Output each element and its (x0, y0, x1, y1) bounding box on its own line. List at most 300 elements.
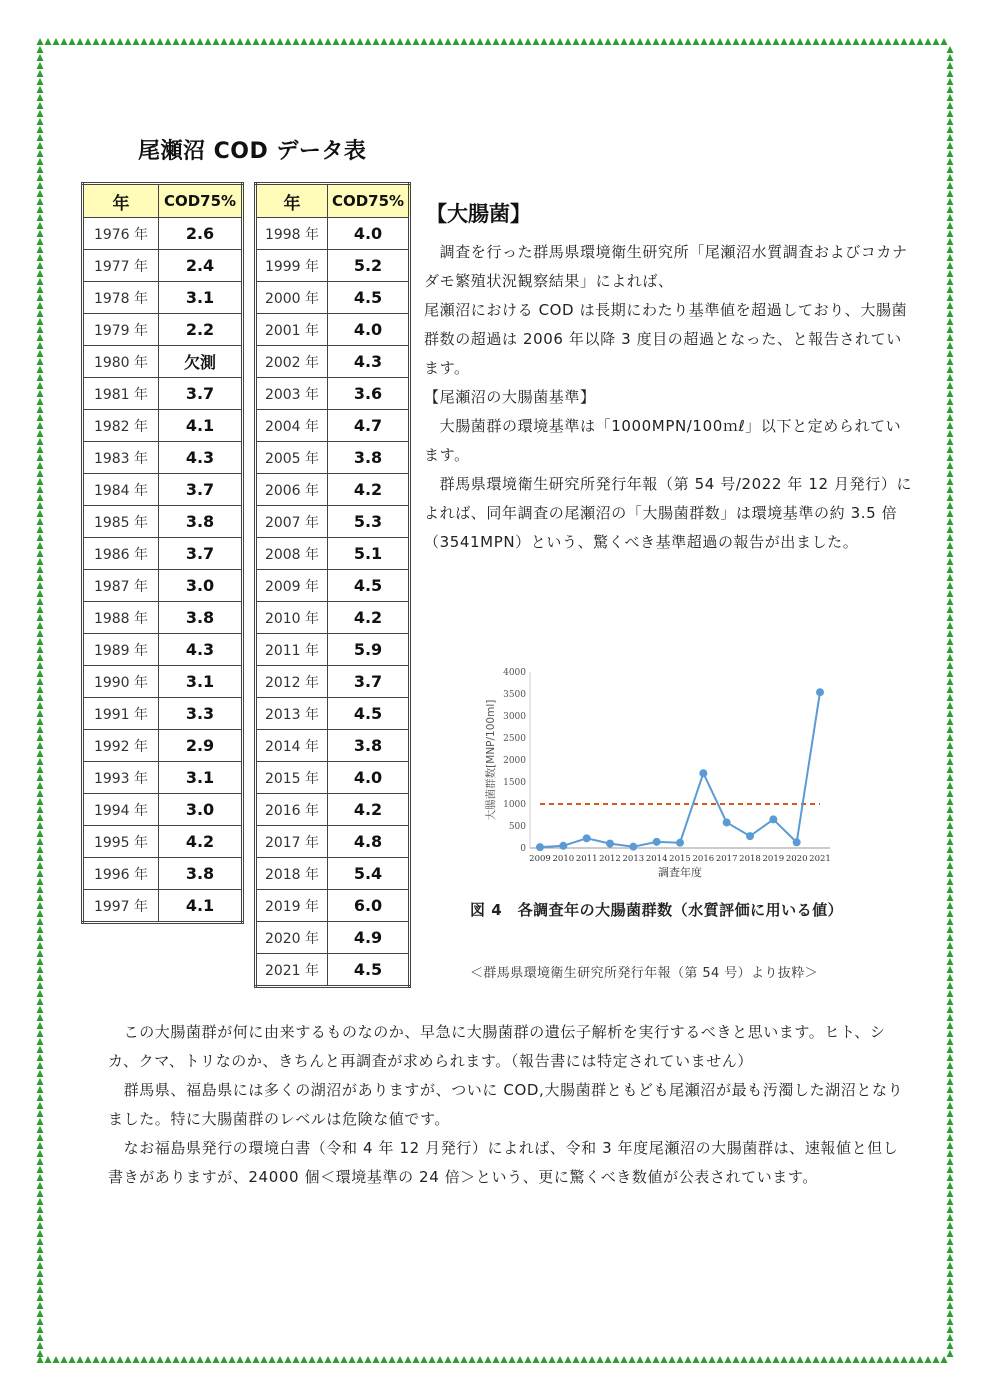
border-tree-icon (429, 38, 436, 45)
border-tree-icon (541, 1356, 548, 1363)
table-row (256, 346, 410, 378)
border-tree-icon (37, 750, 44, 757)
border-tree-icon (947, 1078, 954, 1085)
border-tree-icon (189, 1356, 196, 1363)
cod-value-cell: 3.6 (328, 378, 410, 410)
border-tree-icon (947, 1230, 954, 1237)
border-tree-icon (325, 1356, 332, 1363)
border-tree-icon (947, 1222, 954, 1229)
border-tree-icon (101, 1356, 108, 1363)
border-tree-icon (757, 38, 764, 45)
border-tree-icon (37, 894, 44, 901)
border-tree-icon (947, 998, 954, 1005)
border-tree-icon (37, 734, 44, 741)
border-tree-icon (37, 1038, 44, 1045)
border-tree-icon (213, 38, 220, 45)
border-tree-icon (947, 230, 954, 237)
border-tree-icon (37, 1014, 44, 1021)
border-tree-icon (285, 1356, 292, 1363)
cod-value-cell: 3.1 (159, 666, 243, 698)
border-tree-icon (925, 38, 932, 45)
border-tree-icon (741, 38, 748, 45)
cod-value-cell: 3.8 (328, 730, 410, 762)
year-cell: 1999 年 (256, 250, 328, 282)
border-tree-icon (181, 1356, 188, 1363)
border-tree-icon (869, 38, 876, 45)
cod-value-cell: 4.2 (159, 826, 243, 858)
year-cell: 1980 年 (83, 346, 159, 378)
border-tree-icon (947, 1342, 954, 1349)
year-cell: 1982 年 (83, 410, 159, 442)
border-tree-icon (37, 622, 44, 629)
year-cell: 2019 年 (256, 890, 328, 922)
border-tree-icon (947, 766, 954, 773)
table-row (256, 282, 410, 314)
border-tree-icon (749, 38, 756, 45)
cod-value-cell: 4.5 (328, 570, 410, 602)
border-tree-icon (947, 478, 954, 485)
border-tree-icon (947, 806, 954, 813)
border-tree-icon (301, 1356, 308, 1363)
table-row (83, 282, 243, 314)
border-tree-icon (813, 38, 820, 45)
x-tick-label: 2012 (599, 854, 621, 864)
border-tree-icon (37, 982, 44, 989)
border-tree-icon (309, 1356, 316, 1363)
border-tree-icon (429, 1356, 436, 1363)
border-tree-icon (37, 614, 44, 621)
border-tree-icon (37, 1230, 44, 1237)
table-row (256, 762, 410, 794)
border-tree-icon (947, 206, 954, 213)
border-tree-icon (37, 1134, 44, 1141)
border-tree-icon (285, 38, 292, 45)
border-tree-icon (947, 774, 954, 781)
border-tree-icon (947, 342, 954, 349)
border-tree-icon (85, 38, 92, 45)
border-tree-icon (605, 1356, 612, 1363)
border-tree-icon (37, 598, 44, 605)
border-tree-icon (37, 1198, 44, 1205)
border-tree-icon (947, 598, 954, 605)
year-cell: 1985 年 (83, 506, 159, 538)
border-tree-icon (947, 1286, 954, 1293)
border-tree-icon (947, 942, 954, 949)
border-tree-icon (37, 1126, 44, 1133)
paragraph: 尾瀬沼における COD は長期にわたり基準値を超過しており、大腸菌群数の超過は 2006 年以降 3 度目の超過となった、と報告されています。 (424, 301, 908, 377)
border-tree-icon (947, 1278, 954, 1285)
table-row (256, 538, 410, 570)
border-tree-icon (947, 790, 954, 797)
border-tree-icon (37, 510, 44, 517)
border-tree-icon (37, 590, 44, 597)
year-cell: 1992 年 (83, 730, 159, 762)
border-tree-icon (947, 1310, 954, 1317)
border-tree-icon (125, 1356, 132, 1363)
subheading: 【尾瀬沼の大腸菌基準】 (424, 388, 596, 406)
border-tree-icon (309, 38, 316, 45)
border-tree-icon (37, 382, 44, 389)
border-tree-icon (701, 1356, 708, 1363)
border-tree-icon (947, 646, 954, 653)
y-tick-label: 2500 (503, 734, 526, 744)
border-tree-icon (645, 38, 652, 45)
border-tree-icon (413, 1356, 420, 1363)
year-cell: 2007 年 (256, 506, 328, 538)
border-tree-icon (37, 118, 44, 125)
table-row (83, 730, 243, 762)
border-tree-icon (861, 38, 868, 45)
border-tree-icon (37, 958, 44, 965)
border-tree-icon (245, 38, 252, 45)
border-tree-icon (37, 1238, 44, 1245)
border-tree-icon (733, 38, 740, 45)
border-tree-icon (947, 950, 954, 957)
border-tree-icon (37, 1166, 44, 1173)
border-tree-icon (37, 1182, 44, 1189)
border-tree-icon (947, 1062, 954, 1069)
border-tree-icon (557, 38, 564, 45)
border-tree-icon (37, 854, 44, 861)
y-tick-label: 0 (520, 844, 526, 854)
border-tree-icon (37, 1102, 44, 1109)
border-tree-icon (485, 1356, 492, 1363)
cod-value-cell: 2.6 (159, 218, 243, 250)
table-row (83, 794, 243, 826)
border-tree-icon (37, 1150, 44, 1157)
cod-value-cell: 3.7 (328, 666, 410, 698)
border-tree-icon (821, 1356, 828, 1363)
cod-value-cell: 5.9 (328, 634, 410, 666)
border-tree-icon (37, 390, 44, 397)
border-tree-icon (947, 70, 954, 77)
border-tree-icon (37, 966, 44, 973)
cod-value-cell: 3.1 (159, 762, 243, 794)
border-tree-icon (947, 678, 954, 685)
y-tick-label: 1000 (503, 800, 526, 810)
border-tree-icon (37, 494, 44, 501)
border-tree-icon (947, 870, 954, 877)
cod-value-cell: 3.1 (159, 282, 243, 314)
border-tree-icon (885, 38, 892, 45)
border-tree-icon (37, 406, 44, 413)
year-cell: 2010 年 (256, 602, 328, 634)
border-tree-icon (37, 1094, 44, 1101)
border-tree-icon (947, 1150, 954, 1157)
border-tree-icon (853, 38, 860, 45)
year-cell: 1986 年 (83, 538, 159, 570)
border-tree-icon (373, 38, 380, 45)
border-tree-icon (517, 1356, 524, 1363)
border-tree-icon (947, 454, 954, 461)
border-tree-icon (947, 126, 954, 133)
table-row (256, 826, 410, 858)
cod-value-cell: 2.9 (159, 730, 243, 762)
border-tree-icon (85, 1356, 92, 1363)
border-tree-icon (69, 38, 76, 45)
year-cell: 1995 年 (83, 826, 159, 858)
border-tree-icon (397, 38, 404, 45)
cod-value-cell: 4.2 (328, 474, 410, 506)
border-tree-icon (509, 1356, 516, 1363)
table-row (256, 954, 410, 987)
border-tree-icon (947, 1166, 954, 1173)
border-tree-icon (947, 1006, 954, 1013)
data-point (769, 815, 777, 823)
table-row (83, 314, 243, 346)
border-tree-icon (485, 38, 492, 45)
border-tree-icon (37, 1294, 44, 1301)
data-point (699, 769, 707, 777)
border-tree-icon (947, 1070, 954, 1077)
border-tree-icon (947, 742, 954, 749)
border-tree-icon (947, 710, 954, 717)
border-tree-icon (37, 278, 44, 285)
border-tree-icon (605, 38, 612, 45)
cod-value-cell: 4.5 (328, 698, 410, 730)
border-tree-icon (37, 758, 44, 765)
right-text-block (424, 238, 914, 557)
border-tree-icon (37, 742, 44, 749)
year-cell: 2012 年 (256, 666, 328, 698)
border-tree-icon (37, 902, 44, 909)
border-tree-icon (349, 38, 356, 45)
border-tree-icon (947, 142, 954, 149)
border-tree-icon (37, 830, 44, 837)
border-tree-icon (37, 70, 44, 77)
border-tree-icon (37, 1142, 44, 1149)
border-tree-icon (37, 574, 44, 581)
border-tree-icon (37, 646, 44, 653)
cod-value-cell: 3.8 (328, 442, 410, 474)
table-row (83, 890, 243, 923)
border-tree-icon (613, 1356, 620, 1363)
border-tree-icon (947, 558, 954, 565)
table-row (83, 538, 243, 570)
border-tree-icon (341, 38, 348, 45)
border-tree-icon (37, 230, 44, 237)
border-tree-icon (261, 38, 268, 45)
cod-value-cell: 4.3 (159, 634, 243, 666)
border-tree-icon (947, 694, 954, 701)
x-tick-label: 2015 (669, 854, 691, 864)
border-tree-icon (37, 86, 44, 93)
table-row (256, 506, 410, 538)
year-cell: 2006 年 (256, 474, 328, 506)
border-tree-icon (509, 38, 516, 45)
border-tree-icon (947, 134, 954, 141)
table-row (256, 602, 410, 634)
border-tree-icon (581, 38, 588, 45)
border-tree-icon (37, 910, 44, 917)
border-tree-icon (53, 1356, 60, 1363)
border-tree-icon (947, 726, 954, 733)
year-cell: 2011 年 (256, 634, 328, 666)
cod-value-cell: 2.4 (159, 250, 243, 282)
border-tree-icon (947, 486, 954, 493)
border-tree-icon (149, 38, 156, 45)
border-tree-icon (517, 38, 524, 45)
border-tree-icon (947, 198, 954, 205)
table-row (83, 666, 243, 698)
table-row (83, 218, 243, 250)
border-tree-icon (947, 1302, 954, 1309)
border-tree-icon (117, 38, 124, 45)
border-tree-icon (37, 142, 44, 149)
border-tree-icon (947, 414, 954, 421)
border-tree-icon (589, 38, 596, 45)
border-tree-icon (61, 1356, 68, 1363)
border-tree-icon (947, 294, 954, 301)
border-tree-icon (37, 678, 44, 685)
border-tree-icon (37, 150, 44, 157)
figure-caption: 図 4 各調査年の大腸菌群数（水質評価に用いる値） (470, 901, 844, 919)
border-tree-icon (445, 1356, 452, 1363)
border-tree-icon (469, 1356, 476, 1363)
cod-table-left (81, 182, 244, 924)
border-tree-icon (947, 494, 954, 501)
border-tree-icon (621, 1356, 628, 1363)
border-tree-icon (461, 1356, 468, 1363)
border-tree-icon (947, 358, 954, 365)
border-tree-icon (947, 46, 954, 53)
year-cell: 2018 年 (256, 858, 328, 890)
border-tree-icon (37, 414, 44, 421)
border-tree-icon (685, 38, 692, 45)
border-tree-icon (947, 878, 954, 885)
border-tree-icon (293, 38, 300, 45)
border-tree-icon (947, 182, 954, 189)
border-tree-icon (205, 38, 212, 45)
table-row (83, 762, 243, 794)
border-tree-icon (253, 38, 260, 45)
border-tree-icon (253, 1356, 260, 1363)
border-tree-icon (37, 1086, 44, 1093)
year-cell: 1997 年 (83, 890, 159, 923)
border-tree-icon (37, 430, 44, 437)
border-tree-icon (501, 1356, 508, 1363)
border-tree-icon (165, 1356, 172, 1363)
border-tree-icon (157, 38, 164, 45)
border-tree-icon (877, 38, 884, 45)
border-tree-icon (947, 750, 954, 757)
border-tree-icon (947, 118, 954, 125)
border-tree-icon (37, 46, 44, 53)
border-tree-icon (789, 38, 796, 45)
table-row (256, 634, 410, 666)
border-tree-icon (37, 950, 44, 957)
border-tree-icon (37, 206, 44, 213)
border-tree-icon (549, 1356, 556, 1363)
border-tree-icon (773, 38, 780, 45)
border-tree-icon (805, 38, 812, 45)
border-tree-icon (397, 1356, 404, 1363)
border-tree-icon (947, 262, 954, 269)
border-tree-icon (947, 838, 954, 845)
cod-value-cell: 2.2 (159, 314, 243, 346)
border-tree-icon (947, 1246, 954, 1253)
paragraph: なお福島県発行の環境白書（令和 4 年 12 月発行）によれば、令和 3 年度尾瀬沼の大腸菌群は、速報値と但し書きがありますが、24000 個＜環境基準の 24 倍＞という、更に驚くべき数値が公表されています。 (108, 1139, 899, 1186)
border-tree-icon (947, 854, 954, 861)
border-tree-icon (37, 134, 44, 141)
border-tree-icon (947, 566, 954, 573)
border-tree-icon (37, 670, 44, 677)
data-point (559, 842, 567, 850)
border-tree-icon (37, 342, 44, 349)
border-tree-icon (37, 782, 44, 789)
year-cell: 2001 年 (256, 314, 328, 346)
border-tree-icon (357, 1356, 364, 1363)
year-cell: 1988 年 (83, 602, 159, 634)
border-tree-icon (37, 606, 44, 613)
border-tree-icon (947, 1094, 954, 1101)
border-tree-icon (947, 718, 954, 725)
border-tree-icon (365, 1356, 372, 1363)
border-tree-icon (741, 1356, 748, 1363)
x-tick-label: 2010 (552, 854, 575, 864)
border-tree-icon (37, 814, 44, 821)
border-tree-icon (701, 38, 708, 45)
border-tree-icon (37, 1158, 44, 1165)
border-tree-icon (781, 1356, 788, 1363)
border-tree-icon (37, 1078, 44, 1085)
border-tree-icon (947, 350, 954, 357)
border-tree-icon (365, 38, 372, 45)
border-tree-icon (37, 1342, 44, 1349)
border-tree-icon (221, 38, 228, 45)
border-tree-icon (317, 1356, 324, 1363)
border-tree-icon (37, 998, 44, 1005)
x-tick-label: 2011 (575, 854, 598, 864)
border-tree-icon (947, 462, 954, 469)
border-tree-icon (37, 318, 44, 325)
year-cell: 2003 年 (256, 378, 328, 410)
border-tree-icon (101, 38, 108, 45)
border-tree-icon (749, 1356, 756, 1363)
table-row (83, 826, 243, 858)
x-tick-label: 2016 (692, 854, 715, 864)
border-tree-icon (37, 638, 44, 645)
border-tree-icon (237, 1356, 244, 1363)
border-tree-icon (947, 302, 954, 309)
x-tick-label: 2018 (739, 854, 761, 864)
border-tree-icon (37, 174, 44, 181)
border-tree-icon (947, 1206, 954, 1213)
section-heading: 【大腸菌】 (426, 202, 531, 226)
border-tree-icon (117, 1356, 124, 1363)
border-tree-icon (341, 1356, 348, 1363)
border-tree-icon (947, 422, 954, 429)
border-tree-icon (581, 1356, 588, 1363)
border-tree-icon (877, 1356, 884, 1363)
cod-value-cell: 4.1 (159, 410, 243, 442)
table-row (83, 858, 243, 890)
border-tree-icon (181, 38, 188, 45)
table-row (256, 250, 410, 282)
border-tree-icon (947, 222, 954, 229)
border-tree-icon (765, 38, 772, 45)
border-tree-icon (629, 1356, 636, 1363)
border-tree-icon (437, 1356, 444, 1363)
border-tree-icon (229, 38, 236, 45)
border-tree-icon (947, 582, 954, 589)
border-tree-icon (37, 1334, 44, 1341)
paragraph: 調査を行った群馬県環境衛生研究所「尾瀬沼水質調査およびコカナダモ繁殖状況観察結果」によれば、 (424, 243, 908, 290)
year-cell: 1981 年 (83, 378, 159, 410)
year-cell: 1990 年 (83, 666, 159, 698)
border-tree-icon (947, 1086, 954, 1093)
border-tree-icon (37, 934, 44, 941)
